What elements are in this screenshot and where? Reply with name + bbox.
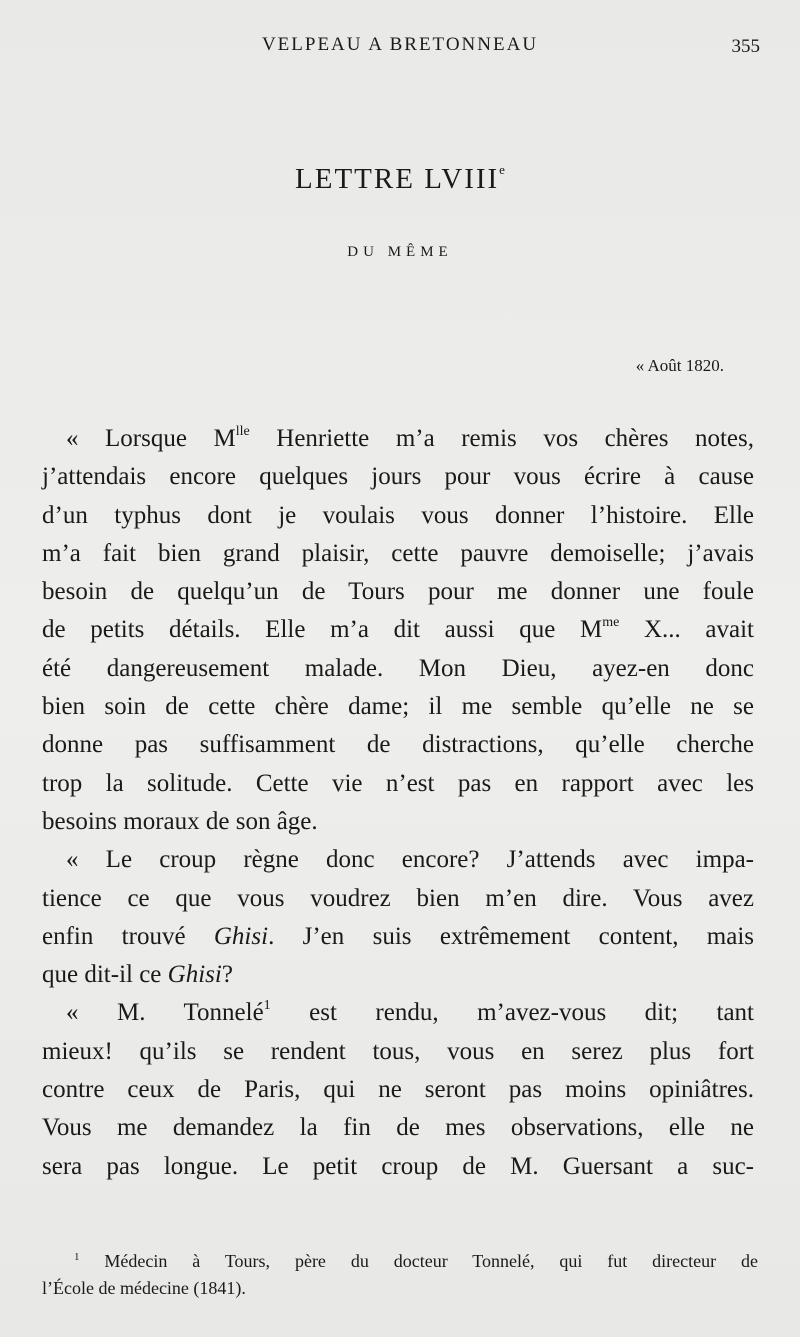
superscript: me (602, 615, 620, 631)
text-line: trop la solitude. Cette vie n’est pas en rapport avec les (42, 769, 754, 797)
text-segment: . J’en suis extrêmement content, mais (268, 922, 754, 950)
text-segment: « M. Tonnelé (66, 999, 264, 1027)
text-line (42, 611, 754, 649)
footnote-number: 1 (74, 1251, 80, 1263)
text-line: d’un typhus dont je voulais vous donner l’histoire. Elle (42, 501, 754, 529)
text-line: été dangereusement malade. Mon Dieu, ayez-en donc (42, 654, 754, 682)
text-line: Vous me demandez la fin de mes observations, elle ne (42, 1114, 754, 1142)
text-line (42, 420, 754, 458)
text-line: contre ceux de Paris, qui ne seront pas moins opiniâtres. (42, 1076, 754, 1104)
text-segment: « Lorsque M (66, 425, 236, 452)
letter-title-text: LETTRE LVIII (295, 163, 500, 195)
letter-title (40, 162, 760, 196)
text-line: besoins moraux de son âge. (42, 807, 318, 835)
footnote-line: l’École de médecine (1841). (42, 1278, 246, 1298)
text-line: j’attendais encore quelques jours pour vous écrire à cause (42, 463, 754, 491)
text-line (42, 956, 754, 994)
text-segment: Médecin à Tours, père du docteur Tonnelé, qui fut directeur de (79, 1251, 758, 1271)
superscript: lle (235, 424, 250, 439)
text-segment: X... avait (619, 616, 754, 644)
page-number: 355 (731, 36, 760, 57)
italic-name: Ghisi (167, 961, 222, 989)
letter-date: « Août 1820. (635, 356, 724, 375)
italic-name: Ghisi (213, 922, 269, 950)
text-segment: enfin trouvé (42, 922, 214, 950)
text-segment: que dit-il ce (42, 961, 168, 989)
letter-subtitle: DU MÊME (347, 244, 453, 260)
footnote-line (42, 1248, 758, 1275)
letter-title-ordinal: e (499, 162, 505, 177)
running-title: VELPEAU A BRETONNEAU (261, 34, 539, 55)
text-segment: est rendu, m’avez-vous dit; tant (270, 999, 754, 1027)
text-line (42, 918, 754, 956)
text-line: tience ce que vous voudrez bien m’en dire. Vous avez (42, 884, 754, 912)
text-line: bien soin de cette chère dame; il me semble qu’elle ne se (42, 693, 754, 721)
footnote-marker: 1 (263, 998, 271, 1014)
text-line: mieux! qu’ils se rendent tous, vous en serez plus fort (42, 1037, 754, 1065)
text-segment: Henriette m’a remis vos chères notes, (249, 425, 754, 452)
text-line: m’a fait bien grand plaisir, cette pauvre demoiselle; j’avais (42, 539, 754, 567)
text-line (42, 994, 754, 1032)
text-line: donne pas suffisamment de distractions, qu’elle cherche (42, 731, 754, 759)
text-line: « Le croup règne donc encore? J’attends avec impa- (66, 846, 754, 874)
footnotes (42, 1248, 758, 1302)
text-line: sera pas longue. Le petit croup de M. Guersant a suc- (42, 1152, 754, 1180)
text-segment: ? (221, 961, 233, 989)
letter-body (42, 420, 754, 1186)
running-head (40, 34, 760, 62)
text-segment: de petits détails. Elle m’a dit aussi que M (42, 616, 603, 644)
text-line: besoin de quelqu’un de Tours pour me donner une foule (42, 578, 754, 606)
